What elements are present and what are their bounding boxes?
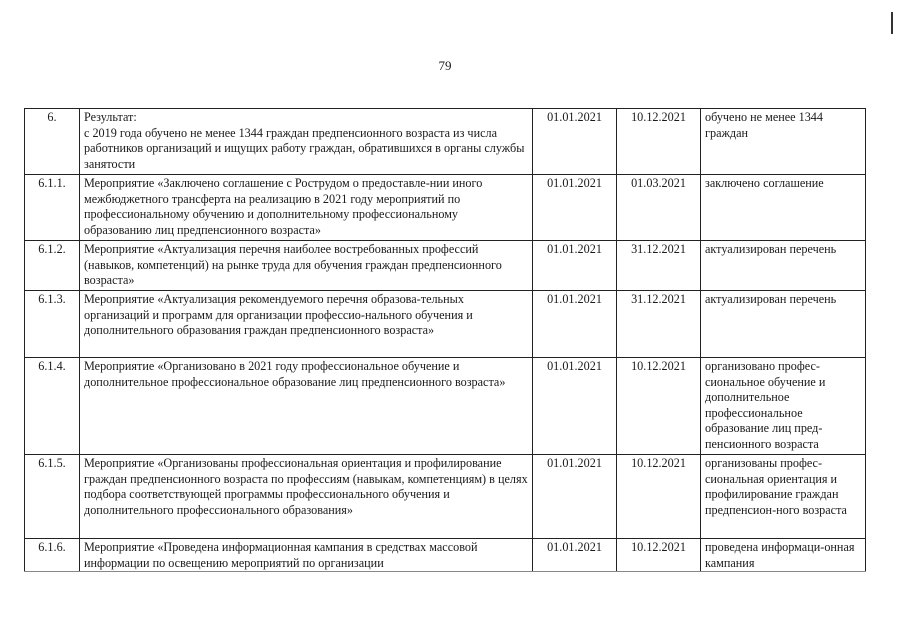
row-end-date: 10.12.2021 <box>617 539 701 572</box>
row-description: Мероприятие «Организованы профессиональная ориентация и профилирование граждан предпенсионного возраста по профессиям (навыкам, компетенциям) в целях подбора соответствующей программы профессионального обучения и дополнительного профессионального образования» <box>80 455 533 539</box>
row-number: 6.1.2. <box>25 241 80 291</box>
row-end-date: 10.12.2021 <box>617 455 701 539</box>
table-row <box>25 358 866 455</box>
row-end-date: 31.12.2021 <box>617 291 701 358</box>
row-number: 6.1.3. <box>25 291 80 358</box>
row-description: Мероприятие «Актуализация рекомендуемого перечня образова-тельных организаций и программ для организации профессио-нального обучения и дополнительного образования граждан предпенсионного возраста» <box>80 291 533 358</box>
page-edge-mark <box>891 12 893 34</box>
row-number: 6.1.1. <box>25 175 80 241</box>
row-description: Мероприятие «Проведена информационная кампания в средствах массовой информации по освещению мероприятий по организации <box>80 539 533 572</box>
row-end-date: 10.12.2021 <box>617 358 701 455</box>
table-row <box>25 455 866 539</box>
row-end-date: 10.12.2021 <box>617 109 701 175</box>
row-start-date: 01.01.2021 <box>533 539 617 572</box>
row-end-date: 31.12.2021 <box>617 241 701 291</box>
row-start-date: 01.01.2021 <box>533 241 617 291</box>
table-row <box>25 291 866 358</box>
row-number: 6. <box>25 109 80 175</box>
row-description: Мероприятие «Заключено соглашение с Рострудом о предоставле-нии иного межбюджетного трансферта на реализацию в 2021 году мероприятий по профессиональному обучению и дополнительному профессиональному образованию лиц предпенсионного возраста» <box>80 175 533 241</box>
row-result: организованы профес-сиональная ориентация и профилирование граждан предпенсион-ного возраста <box>701 455 866 539</box>
row-end-date: 01.03.2021 <box>617 175 701 241</box>
row-number: 6.1.4. <box>25 358 80 455</box>
row-start-date: 01.01.2021 <box>533 358 617 455</box>
row-result: актуализирован перечень <box>701 291 866 358</box>
row-result: организовано профес-сиональное обучение и дополнительное профессиональное образование лиц пред-пенсионного возраста <box>701 358 866 455</box>
table-row <box>25 175 866 241</box>
row-description-text: Результат: с 2019 года обучено не менее 1344 граждан предпенсионного возраста из числа работников организаций и ищущих работу граждан, обратившихся в органы службы занятости <box>84 110 525 171</box>
row-description: Мероприятие «Организовано в 2021 году профессиональное обучение и дополнительное профессиональное образование лиц предпенсионного возраста» <box>80 358 533 455</box>
row-result: заключено соглашение <box>701 175 866 241</box>
activities-table <box>24 108 866 572</box>
row-number: 6.1.6. <box>25 539 80 572</box>
row-result: обучено не менее 1344 граждан <box>701 109 866 175</box>
table-row <box>25 241 866 291</box>
row-description <box>80 109 533 175</box>
row-start-date: 01.01.2021 <box>533 175 617 241</box>
table-row <box>25 109 866 175</box>
row-description: Мероприятие «Актуализация перечня наиболее востребованных профессий (навыков, компетенций) на рынке труда для обучения граждан предпенсионного возраста» <box>80 241 533 291</box>
row-result: актуализирован перечень <box>701 241 866 291</box>
row-start-date: 01.01.2021 <box>533 291 617 358</box>
table-row <box>25 539 866 572</box>
row-start-date: 01.01.2021 <box>533 109 617 175</box>
page-number: 79 <box>438 58 452 73</box>
row-number: 6.1.5. <box>25 455 80 539</box>
row-result: проведена информаци-онная кампания <box>701 539 866 572</box>
row-start-date: 01.01.2021 <box>533 455 617 539</box>
